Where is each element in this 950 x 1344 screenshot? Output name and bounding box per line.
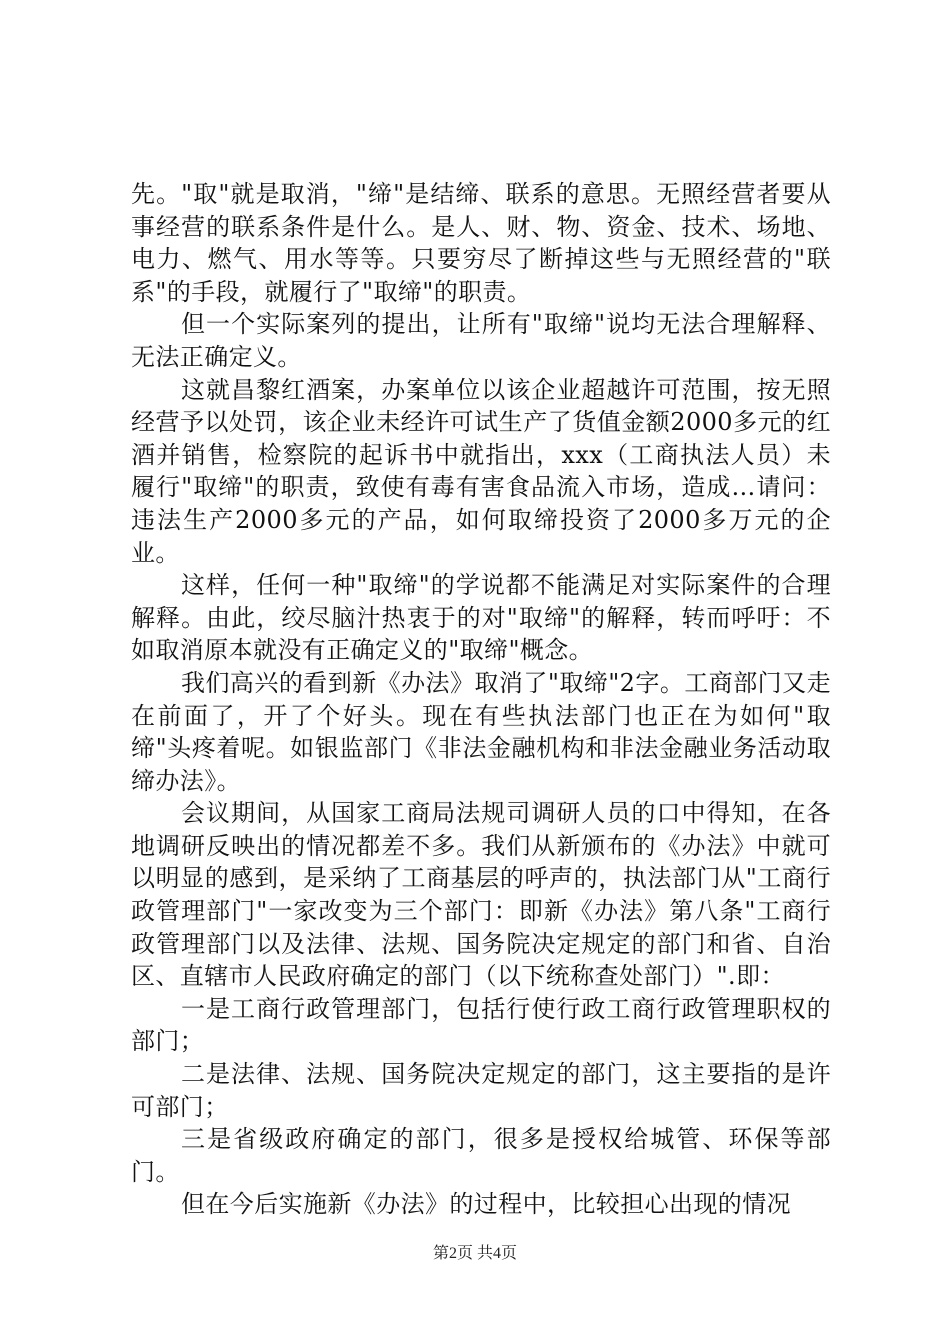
paragraph-10: 但在今后实施新《办法》的过程中，比较担心出现的情况 [181,1190,791,1219]
paragraph-8: 二是法律、法规、国务院决定规定的部门，这主要指的是许可部门； [131,1060,831,1121]
paragraph-5: 我们高兴的看到新《办法》取消了"取缔"2字。工商部门又走在前面了，开了个好头。现在有些执法部门也正在为如何"取缔"头疼着呢。如银监部门《非法金融机构和非法金融业务活动取缔办法》。 [131,668,831,795]
paragraph-3: 这就昌黎红酒案，办案单位以该企业超越许可范围，按无照经营予以处罚，该企业未经许可试生产了货值金额2000多元的红酒并销售，检察院的起诉书中就指出，xxx（工商执法人员）未履行"取缔"的职责，致使有毒有害食品流入市场，造成…请问：违法生产2000多元的产品，如何取缔投资了2000多万元的企业。 [131,375,831,567]
paragraph-4: 这样，任何一种"取缔"的学说都不能满足对实际案件的合理解释。由此，绞尽脑汁热衷于的对"取缔"的解释，转而呼吁：不如取消原本就没有正确定义的"取缔"概念。 [131,571,831,665]
document-body [131,178,831,1221]
page-number-footer: 第2页 共4页 [432,1245,517,1262]
paragraph-1: 先。"取"就是取消，"缔"是结缔、联系的意思。无照经营者要从事经营的联系条件是什么。是人、财、物、资金、技术、场地、电力、燃气、用水等等。只要穷尽了断掉这些与无照经营的"联系"的手段，就履行了"取缔"的职责。 [131,180,831,306]
paragraph-6: 会议期间，从国家工商局法规司调研人员的口中得知，在各地调研反映出的情况都差不多。我们从新颁布的《办法》中就可以明显的感到，是采纳了工商基层的呼声的，执法部门从"工商行政管理部门"一家改变为三个部门：即新《办法》第八条"工商行政管理部门以及法律、法规、国务院决定规定的部门和省、自治区、直辖市人民政府确定的部门（以下统称查处部门）".即： [131,799,831,991]
paragraph-7: 一是工商行政管理部门，包括行使行政工商行政管理职权的部门； [131,994,831,1056]
paragraph-2: 但一个实际案列的提出，让所有"取缔"说均无法合理解释、无法正确定义。 [131,310,831,371]
paragraph-9: 三是省级政府确定的部门，很多是授权给城管、环保等部门。 [131,1125,831,1186]
